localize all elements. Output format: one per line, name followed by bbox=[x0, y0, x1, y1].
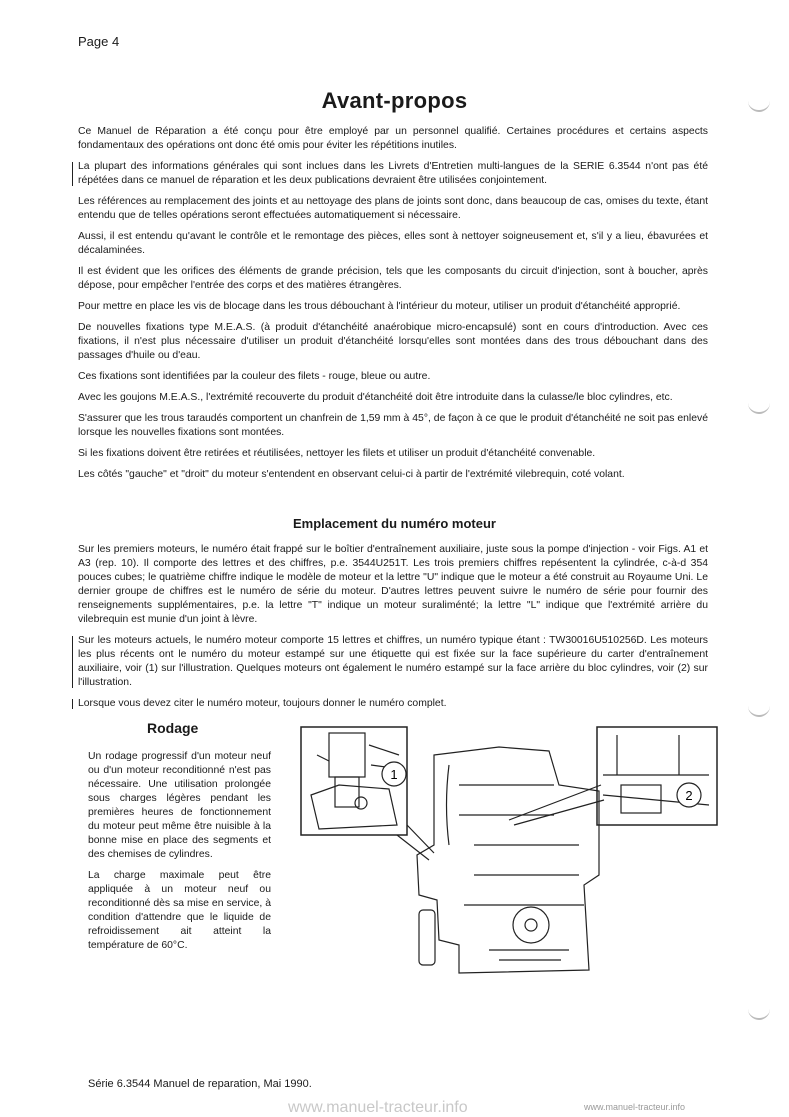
paragraph-revised: La plupart des informations générales qui sont inclues dans les Livrets d'Entretien multi-langues de la SERIE 6.3544 n'ont pas été répétées dans ce manuel de réparation et les deux publications devraient être utilisées conjointement. bbox=[78, 161, 708, 186]
paragraph: Si les fixations doivent être retirées et réutilisées, nettoyer les filets et utiliser un produit d'étanchéité convenable. bbox=[78, 448, 596, 459]
paragraph: Avec les goujons M.E.A.S., l'extrémité recouverte du produit d'étanchéité doit être introduite dans la culasse/le bloc cylindres, etc. bbox=[78, 392, 673, 403]
rodage-text bbox=[88, 750, 271, 960]
binder-hole-mark bbox=[748, 1008, 770, 1020]
paragraph: Sur les premiers moteurs, le numéro était frappé sur le boîtier d'entraînement auxiliaire, juste sous la pompe d'injection - voir Figs. A1 et A3 (rep. 10). Il comporte des lettres et des chiffres, p.e. 3544U251T. Les trois premiers chiffres repésentent la cylindrée, c-à-d 354 pouces cubes; le quatrième chiffre indique le modèle de moteur et la lettre "U" indique que le moteur a été construit au Royaume Uni. Le dernier groupe de chiffres est le numéro de série du moteur. D'autres lettres peuvent suivre le numéro de série pour fournir des renseignements supplémentaires, p.e. la lettre "T" indique un moteur suraliménté; la lettre "L" indique que l'extrémité arrière du vilebrequin est munie d'un joint à lèvre. bbox=[78, 544, 708, 625]
page-number: Page 4 bbox=[78, 34, 120, 49]
rodage-title: Rodage bbox=[147, 720, 199, 736]
engine-number-text bbox=[78, 543, 708, 718]
paragraph: La charge maximale peut être appliquée à un moteur neuf ou reconditionné dès sa mise en service, à condition d'attendre que le liquide de refroidissement ait atteint la température de 60°C. bbox=[88, 870, 271, 951]
callout-1 bbox=[382, 762, 406, 786]
svg-text:2: 2 bbox=[685, 788, 693, 803]
paragraph: Les références au remplacement des joints et au nettoyage des plans de joints sont donc, dans beaucoup de cas, omises du texte, étant entendu que de telles opérations seront effectuées automatiquement si nécessaire. bbox=[78, 196, 708, 221]
paragraph: De nouvelles fixations type M.E.A.S. (à produit d'étanchéité anaérobique micro-encapsulé) sont en cours d'introduction. Avec ces fixations, il n'est plus nécessaire d'utiliser un produit d'étanchéité lorsqu'elles sont montées dans des trous débouchant dans des passages d'huile ou d'eau. bbox=[78, 322, 708, 361]
binder-hole-mark bbox=[748, 705, 770, 717]
intro-text bbox=[78, 125, 708, 489]
paragraph: Aussi, il est entendu qu'avant le contrôle et le remontage des pièces, elles sont à nettoyer soigneusement et, s'il y a lieu, ébavurées et décalaminées. bbox=[78, 231, 708, 256]
engine-illustration bbox=[299, 725, 719, 987]
binder-hole-mark bbox=[748, 402, 770, 414]
paragraph: Un rodage progressif d'un moteur neuf ou d'un moteur reconditionné n'est pas nécessaire. Une utilisation prolongée sous charges légères pendant les premières heures de fonctionnement du moteur peut même être nuisible à la bonne mise en place des segments et des chemises de cylindres. bbox=[88, 751, 271, 860]
paragraph: Il est évident que les orifices des éléments de grande précision, tels que les composants du circuit d'injection, sont à boucher, après dépose, pour empêcher l'entrée des corps et des matières étrangères. bbox=[78, 266, 708, 291]
paragraph: Ce Manuel de Réparation a été conçu pour être employé par un personnel qualifié. Certaines procédures et certains aspects fondamentaux des opérations ont donc été omis pour éviter les répétitions inutiles. bbox=[78, 126, 708, 151]
paragraph: Pour mettre en place les vis de blocage dans les trous débouchant à l'intérieur du moteur, utiliser un produit d'étanchéité approprié. bbox=[78, 301, 681, 312]
paragraph-revised: Sur les moteurs actuels, le numéro moteur comporte 15 lettres et chiffres, un numéro typique étant : TW30016U510256D. Les moteurs les plus récents ont le numéro du moteur estampé sur une étiquette qui est fixée sur la face supérieure du carter d'entraînement auxiliaire, voir (1) sur l'illustration. Quelques moteurs ont également le numéro estampé sur la face arrière du bloc cylindres, voir (2) sur l'illustration. bbox=[78, 635, 708, 688]
paragraph: S'assurer que les trous taraudés comportent un chanfrein de 1,59 mm à 45°, de façon à ce que le produit d'étanchéité ne soit pas enlevé lorsque les nouvelles fixations sont montées. bbox=[78, 413, 708, 438]
page-footer: Série 6.3544 Manuel de reparation, Mai 1990. bbox=[88, 1078, 312, 1090]
section-title: Emplacement du numéro moteur bbox=[293, 516, 496, 531]
paragraph-revised: Lorsque vous devez citer le numéro moteur, toujours donner le numéro complet. bbox=[78, 697, 708, 711]
paragraph: Ces fixations sont identifiées par la couleur des filets - rouge, bleue ou autre. bbox=[78, 371, 431, 382]
page-title: Avant-propos bbox=[321, 88, 468, 113]
callout-2 bbox=[677, 783, 701, 807]
paragraph: Les côtés "gauche" et "droit" du moteur s'entendent en observant celui-ci à partir de l'extrémité vilebrequin, coté volant. bbox=[78, 469, 625, 480]
watermark-small: www.manuel-tracteur.info bbox=[584, 1102, 686, 1112]
svg-text:1: 1 bbox=[390, 767, 398, 782]
watermark-large: www.manuel-tracteur.info bbox=[288, 1099, 468, 1116]
